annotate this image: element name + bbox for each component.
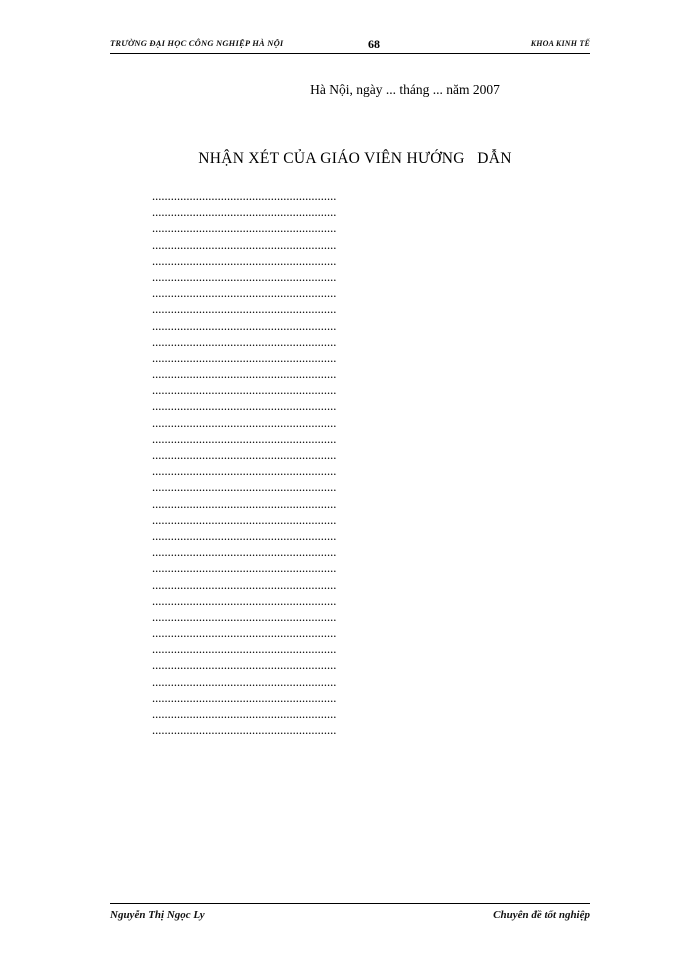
dotted-line: ........................................................... (152, 609, 337, 624)
dotted-line: ........................................................... (152, 496, 337, 511)
dotted-line: ........................................................... (152, 383, 337, 398)
dotted-line: ........................................................... (152, 723, 337, 738)
dotted-line: ........................................................... (152, 577, 337, 592)
date-line: Hà Nội, ngày ... tháng ... năm 2007 (310, 82, 500, 97)
dotted-line: ........................................................... (152, 626, 337, 641)
dotted-line: ........................................................... (152, 561, 337, 576)
running-header (110, 38, 590, 56)
dotted-line: ........................................................... (152, 545, 337, 560)
header-faculty-name: KHOA KINH TẾ (530, 39, 590, 48)
dotted-line: ........................................................... (152, 253, 337, 268)
dotted-line: ........................................................... (152, 707, 337, 721)
footer-document-type: Chuyên đề tốt nghiệp (493, 909, 590, 921)
dotted-line: ........................................................... (152, 690, 337, 705)
dotted-line: ........................................................... (152, 480, 337, 495)
dotted-line: ........................................................... (152, 512, 337, 527)
dotted-line: ........................................................... (152, 528, 337, 543)
dotted-line: ........................................................... (152, 237, 337, 252)
dotted-line: ........................................................... (152, 269, 337, 284)
dotted-line: ........................................................... (152, 286, 337, 301)
dotted-line: ........................................................... (152, 302, 337, 317)
dotted-line: ........................................................... (152, 431, 337, 446)
dotted-line: ........................................................... (152, 399, 337, 414)
dotted-line: ........................................................... (152, 350, 337, 365)
header-institution-name: TRƯỜNG ĐẠI HỌC CÔNG NGHIỆP HÀ NỘI (110, 38, 284, 48)
dotted-line: ........................................................... (152, 205, 337, 220)
dotted-line: ........................................................... (152, 334, 337, 349)
dotted-line: ........................................................... (152, 674, 337, 689)
dotted-line: ........................................................... (152, 593, 337, 608)
footer-author-name: Nguyễn Thị Ngọc Ly (110, 909, 205, 921)
dotted-line: ........................................................... (152, 415, 337, 430)
dotted-line: ........................................................... (152, 189, 337, 203)
dotted-line: ........................................................... (152, 658, 337, 673)
dotted-line: ........................................................... (152, 221, 337, 236)
dotted-line: ........................................................... (152, 464, 337, 479)
dotted-line: ........................................................... (152, 318, 337, 333)
dotted-line: ........................................................... (152, 367, 337, 382)
dotted-line: ........................................................... (152, 448, 337, 462)
footer-rule (110, 903, 590, 904)
dotted-line: ........................................................... (152, 642, 337, 657)
page-number: 68 (368, 37, 380, 51)
page-title: NHẬN XÉT CỦA GIÁO VIÊN HƯỚNG DẪN (198, 150, 512, 167)
dotted-writing-lines (152, 188, 420, 738)
header-rule (110, 53, 590, 54)
running-footer (110, 903, 590, 925)
